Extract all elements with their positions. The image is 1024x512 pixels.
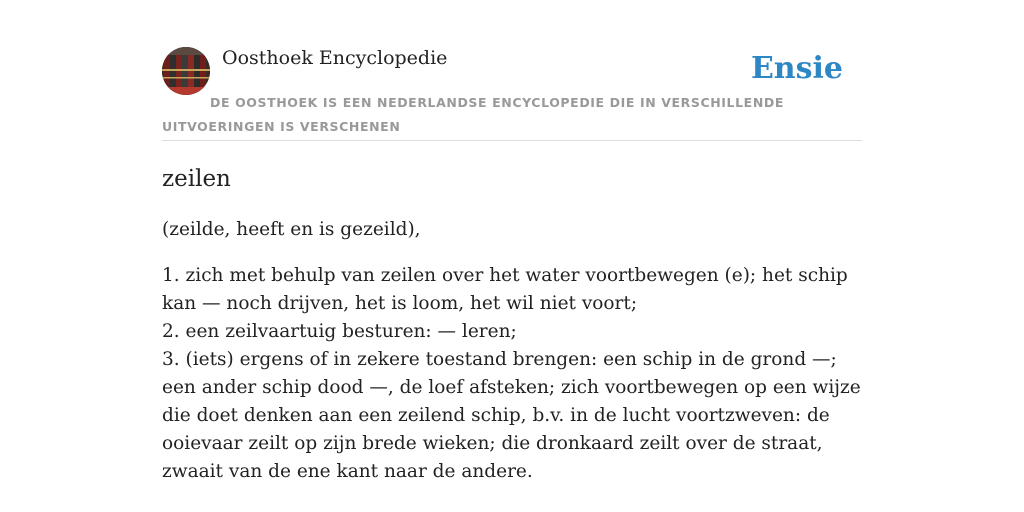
entry-sense: 2. een zeilvaartuig besturen: — leren; xyxy=(162,321,517,342)
source-description: DE OOSTHOEK IS EEN NEDERLANDSE ENCYCLOPEDIE DIE IN VERSCHILLENDE UITVOERINGEN IS VERSCHENEN xyxy=(162,95,784,134)
book-spines-icon xyxy=(162,47,210,95)
source-header xyxy=(162,0,862,141)
entry-sense: 3. (iets) ergens of in zekere toestand brengen: een schip in de grond —; een ander schip dood —, de loef afsteken; zich voortbewegen op een wijze die doet denken aan een zeilend schip, b.v. in de lucht voortzweven: de ooievaar zeilt op zijn brede wieken; die dronkaard zeilt over de straat, zwaait van de ene kant naar de andere. xyxy=(162,349,861,482)
source-avatar[interactable] xyxy=(162,47,210,95)
page xyxy=(162,0,862,482)
ensie-logo-link[interactable]: Ensie xyxy=(750,51,843,86)
entry-grammar: (zeilde, heeft en is gezeild), xyxy=(162,219,421,240)
entry-sense: 1. zich met behulp van zeilen over het water voortbewegen (e); het schip kan — noch drijven, het is loom, het wil niet voort; xyxy=(162,265,848,314)
source-title[interactable]: Oosthoek Encyclopedie xyxy=(222,47,448,69)
entry-term: zeilen xyxy=(162,166,231,192)
entry-definition xyxy=(162,216,867,486)
